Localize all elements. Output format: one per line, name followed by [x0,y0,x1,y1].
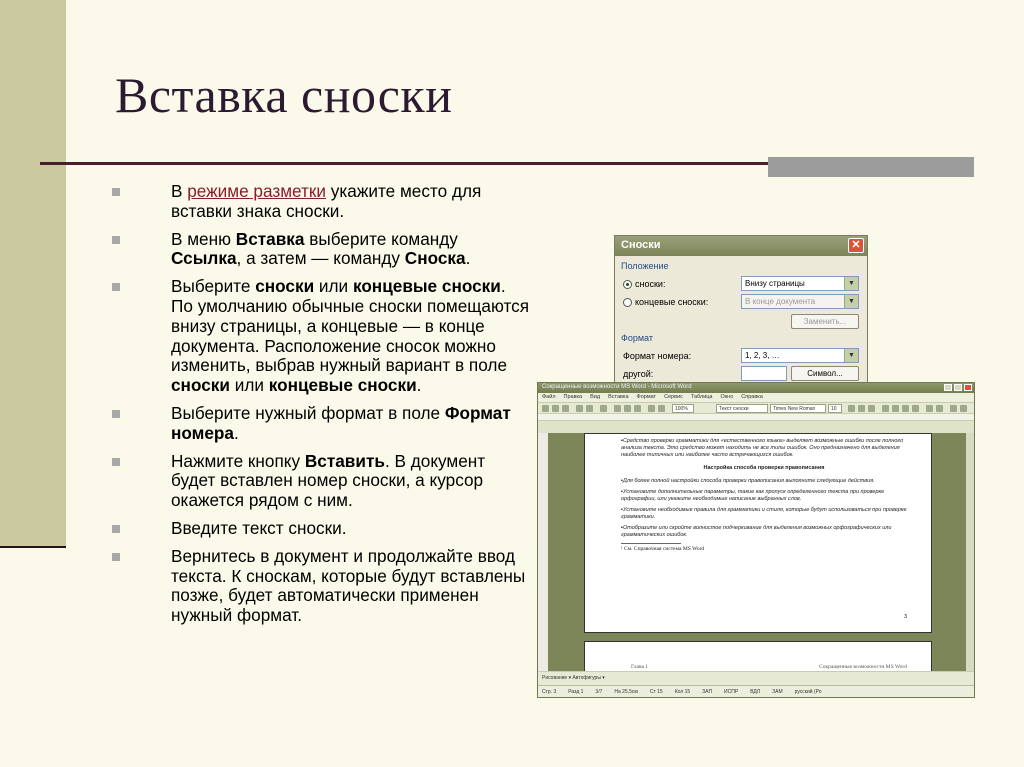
custom-mark-input[interactable] [741,366,787,381]
bullet-marker-icon [112,525,120,533]
page-paragraphs [621,438,907,459]
bullet-marker-icon [112,410,120,418]
drawing-toolbar: Рисование ▾ Автофигуры ▾ [538,671,975,685]
bullet-text: В меню [171,228,236,249]
bold-text: Вставка [235,228,305,249]
radio-unselected-icon [623,298,632,307]
save-icon[interactable] [562,405,569,412]
dialog-title: Сноски [621,239,661,251]
bold-text: сноски [171,375,230,396]
menu-item[interactable]: Правка [563,394,583,400]
status-field: На 25,5см [614,689,638,695]
close-icon[interactable] [964,384,972,391]
page-paragraph: ▪Средство проверки грамматики для «естественного языка» выделяет возможные ошибки после полного анализа текста. Это средство может находить не все типы ошибок. Оно предназначено для выделения наиболее типичных или наиболее часто встречающихся ошибок. [621,438,904,458]
bullet-item [112,404,532,444]
bullet-item [112,452,532,511]
cut-icon[interactable] [614,405,621,412]
header-left: Глава 1 [631,664,649,670]
status-bar [538,685,975,698]
align-right-icon[interactable] [902,405,909,412]
word-window [537,382,975,698]
bullet-list [112,182,532,634]
endnotes-location-select[interactable] [741,294,859,309]
chevron-down-icon: ▼ [844,295,858,308]
menu-item[interactable]: Вид [590,394,601,400]
header-right: Сокращенные возможности MS Word [819,664,907,670]
bullet-text: , а затем — команду [236,248,405,269]
page-paragraph: ▪Установите необходимые правила для грамматики и стиля, которые будут использоваться при проверке грамматики. [621,507,907,520]
status-field: 3/7 [595,689,603,695]
status-field: ЗАМ [772,689,783,695]
radio-endnotes-label: концевые сноски: [635,297,709,307]
bold-text: Ссылка [171,248,237,269]
section-format-label: Формат [621,333,653,343]
word-title: Сокращенные возможности MS Word - Microsoft Word [542,384,692,390]
document-page[interactable] [584,433,932,633]
radio-selected-icon [623,280,632,289]
page-heading: Настройка способа проверки правописания [703,465,825,471]
footnote-dialog [614,235,868,387]
bullet-marker-icon [112,283,120,291]
bullet-text: или [229,375,269,396]
layout-mode-link[interactable]: режиме разметки [187,181,327,201]
bullet-marker-icon [112,458,120,466]
dialog-titlebar [615,236,867,256]
status-field: русский (Ро [794,689,822,695]
new-doc-icon[interactable] [542,405,549,412]
radio-endnotes[interactable] [623,297,708,307]
underline-icon[interactable] [868,405,875,412]
list-icon[interactable] [926,405,933,412]
bullet-item [112,277,532,396]
bullet-text: . [465,248,471,269]
bullet-text: Нажмите кнопку [171,450,305,471]
undo-icon[interactable] [648,405,655,412]
bullet-text: укажите место для вставки знака сноски. [171,181,482,221]
bullet-marker-icon [112,188,120,196]
style-field[interactable]: Текст сноски [716,404,768,413]
symbol-button[interactable]: Символ... [791,366,859,381]
footnote-text: ¹ См. Справочная система MS Word [621,543,681,553]
chevron-down-icon: ▼ [844,277,858,290]
page-paragraph: ▪Установите дополнительные параметры, такие как пропуск определенного текста при проверке орфографии, или укажите необходимые написание выбранных слов. [621,489,885,502]
radio-footnotes[interactable] [623,279,665,289]
font-size-field[interactable]: 10 [828,404,842,413]
bullet-text: или [314,276,353,297]
bullet-marker-icon [112,553,120,561]
word-menubar [538,393,974,403]
menu-item[interactable]: Таблица [690,394,713,400]
copy-icon[interactable] [624,405,631,412]
status-field: Кол 15 [674,689,691,695]
replace-button[interactable]: Заменить... [791,314,859,329]
standard-toolbar [538,403,974,414]
menu-item[interactable]: Справка [741,394,763,400]
bullet-text: . По умолчанию обычные сноски помещаются внизу страницы, а концевые — в конце документа. Расположение сносок можно изменить, выбрав нужный вариант в поле [171,276,530,376]
vertical-scrollbar[interactable] [966,433,975,671]
status-field: ВДЛ [750,689,761,695]
bold-text: сноски [255,276,315,297]
left-decor-rule [0,546,66,548]
align-left-icon[interactable] [882,405,889,412]
bullet-item [112,519,532,539]
vertical-ruler [538,433,548,671]
word-titlebar [538,383,974,393]
custom-mark-label: другой: [623,369,654,379]
footnotes-location-value: Внизу страницы [745,279,805,288]
redo-icon[interactable] [658,405,665,412]
page-number: 3 [903,614,907,620]
maximize-icon[interactable] [954,384,962,391]
left-decor-band [0,0,66,548]
font-color-icon[interactable] [960,405,967,412]
bold-text: Формат номера [171,402,511,443]
bullet-item [112,547,532,626]
bold-text: Сноска [404,248,466,269]
number-format-select[interactable] [741,348,859,363]
number-format-value: 1, 2, 3, … [745,351,780,360]
bullet-text: . [416,375,422,396]
minimize-icon[interactable] [944,384,952,391]
close-icon[interactable]: ✕ [848,238,864,253]
justify-icon[interactable] [912,405,919,412]
bullet-text: Вернитесь в документ и продолжайте ввод текста. К сноскам, которые будут вставлены позже, будет автоматически применен нужный формат. [171,545,526,626]
bold-text: концевые сноски [268,375,417,396]
footnotes-location-select[interactable] [741,276,859,291]
menu-item[interactable]: Формат [636,394,657,400]
bullet-text: . [233,422,239,443]
bullet-item [112,182,532,222]
status-field: Ст 15 [649,689,663,695]
slide-title: Вставка сноски [115,67,453,123]
indent-icon[interactable] [936,405,943,412]
status-field: ИСПР [724,689,739,695]
endnotes-location-value: В конце документа [745,297,816,306]
spelling-icon[interactable] [600,405,607,412]
bullet-text: Выберите нужный формат в поле [171,402,445,423]
bullet-text: . В документ будет вставлен номер сноски, а курсор окажется рядом с ним. [171,450,486,511]
preview-icon[interactable] [586,405,593,412]
align-center-icon[interactable] [892,405,899,412]
menu-item[interactable]: Файл [542,394,556,400]
page-paragraph: ▪Отобразите или скройте волнистое подчеркивание для выделения возможных орфографических или грамматических ошибок. [621,525,892,538]
menu-item[interactable]: Вставка [608,394,629,400]
status-field: ЗАП [702,689,713,695]
status-field: Стр. 3 [542,689,557,695]
bullet-item [112,230,532,270]
document-area [538,433,975,671]
bullet-text: В [171,181,188,201]
status-field: Разд 1 [568,689,584,695]
font-field[interactable]: Times New Roman [770,404,826,413]
bold-text: Вставить [304,450,385,471]
title-accent-bar [768,157,974,177]
chevron-down-icon: ▼ [844,349,858,362]
bullet-text: выберите команду [304,228,458,249]
number-format-label: Формат номера: [623,351,692,361]
print-icon[interactable] [576,405,583,412]
page-paragraph: ▪Для более полной настройки способа проверки правописания выполните следующие действия. [621,478,875,484]
italic-icon[interactable] [858,405,865,412]
highlight-icon[interactable] [950,405,957,412]
menu-item[interactable]: Сервис [664,394,683,400]
bullet-marker-icon [112,236,120,244]
page-paragraphs-2 [621,478,907,539]
section-position-label: Положение [621,261,669,271]
horizontal-ruler [538,414,974,421]
bullet-text: Выберите [171,276,256,297]
paste-icon[interactable] [634,405,641,412]
zoom-field[interactable]: 100% [672,404,694,413]
open-icon[interactable] [552,405,559,412]
bold-icon[interactable] [848,405,855,412]
bullet-text: Введите текст сноски. [171,517,347,538]
bold-text: концевые сноски [352,276,501,297]
menu-item[interactable]: Окно [720,394,734,400]
radio-footnotes-label: сноски: [635,279,666,289]
